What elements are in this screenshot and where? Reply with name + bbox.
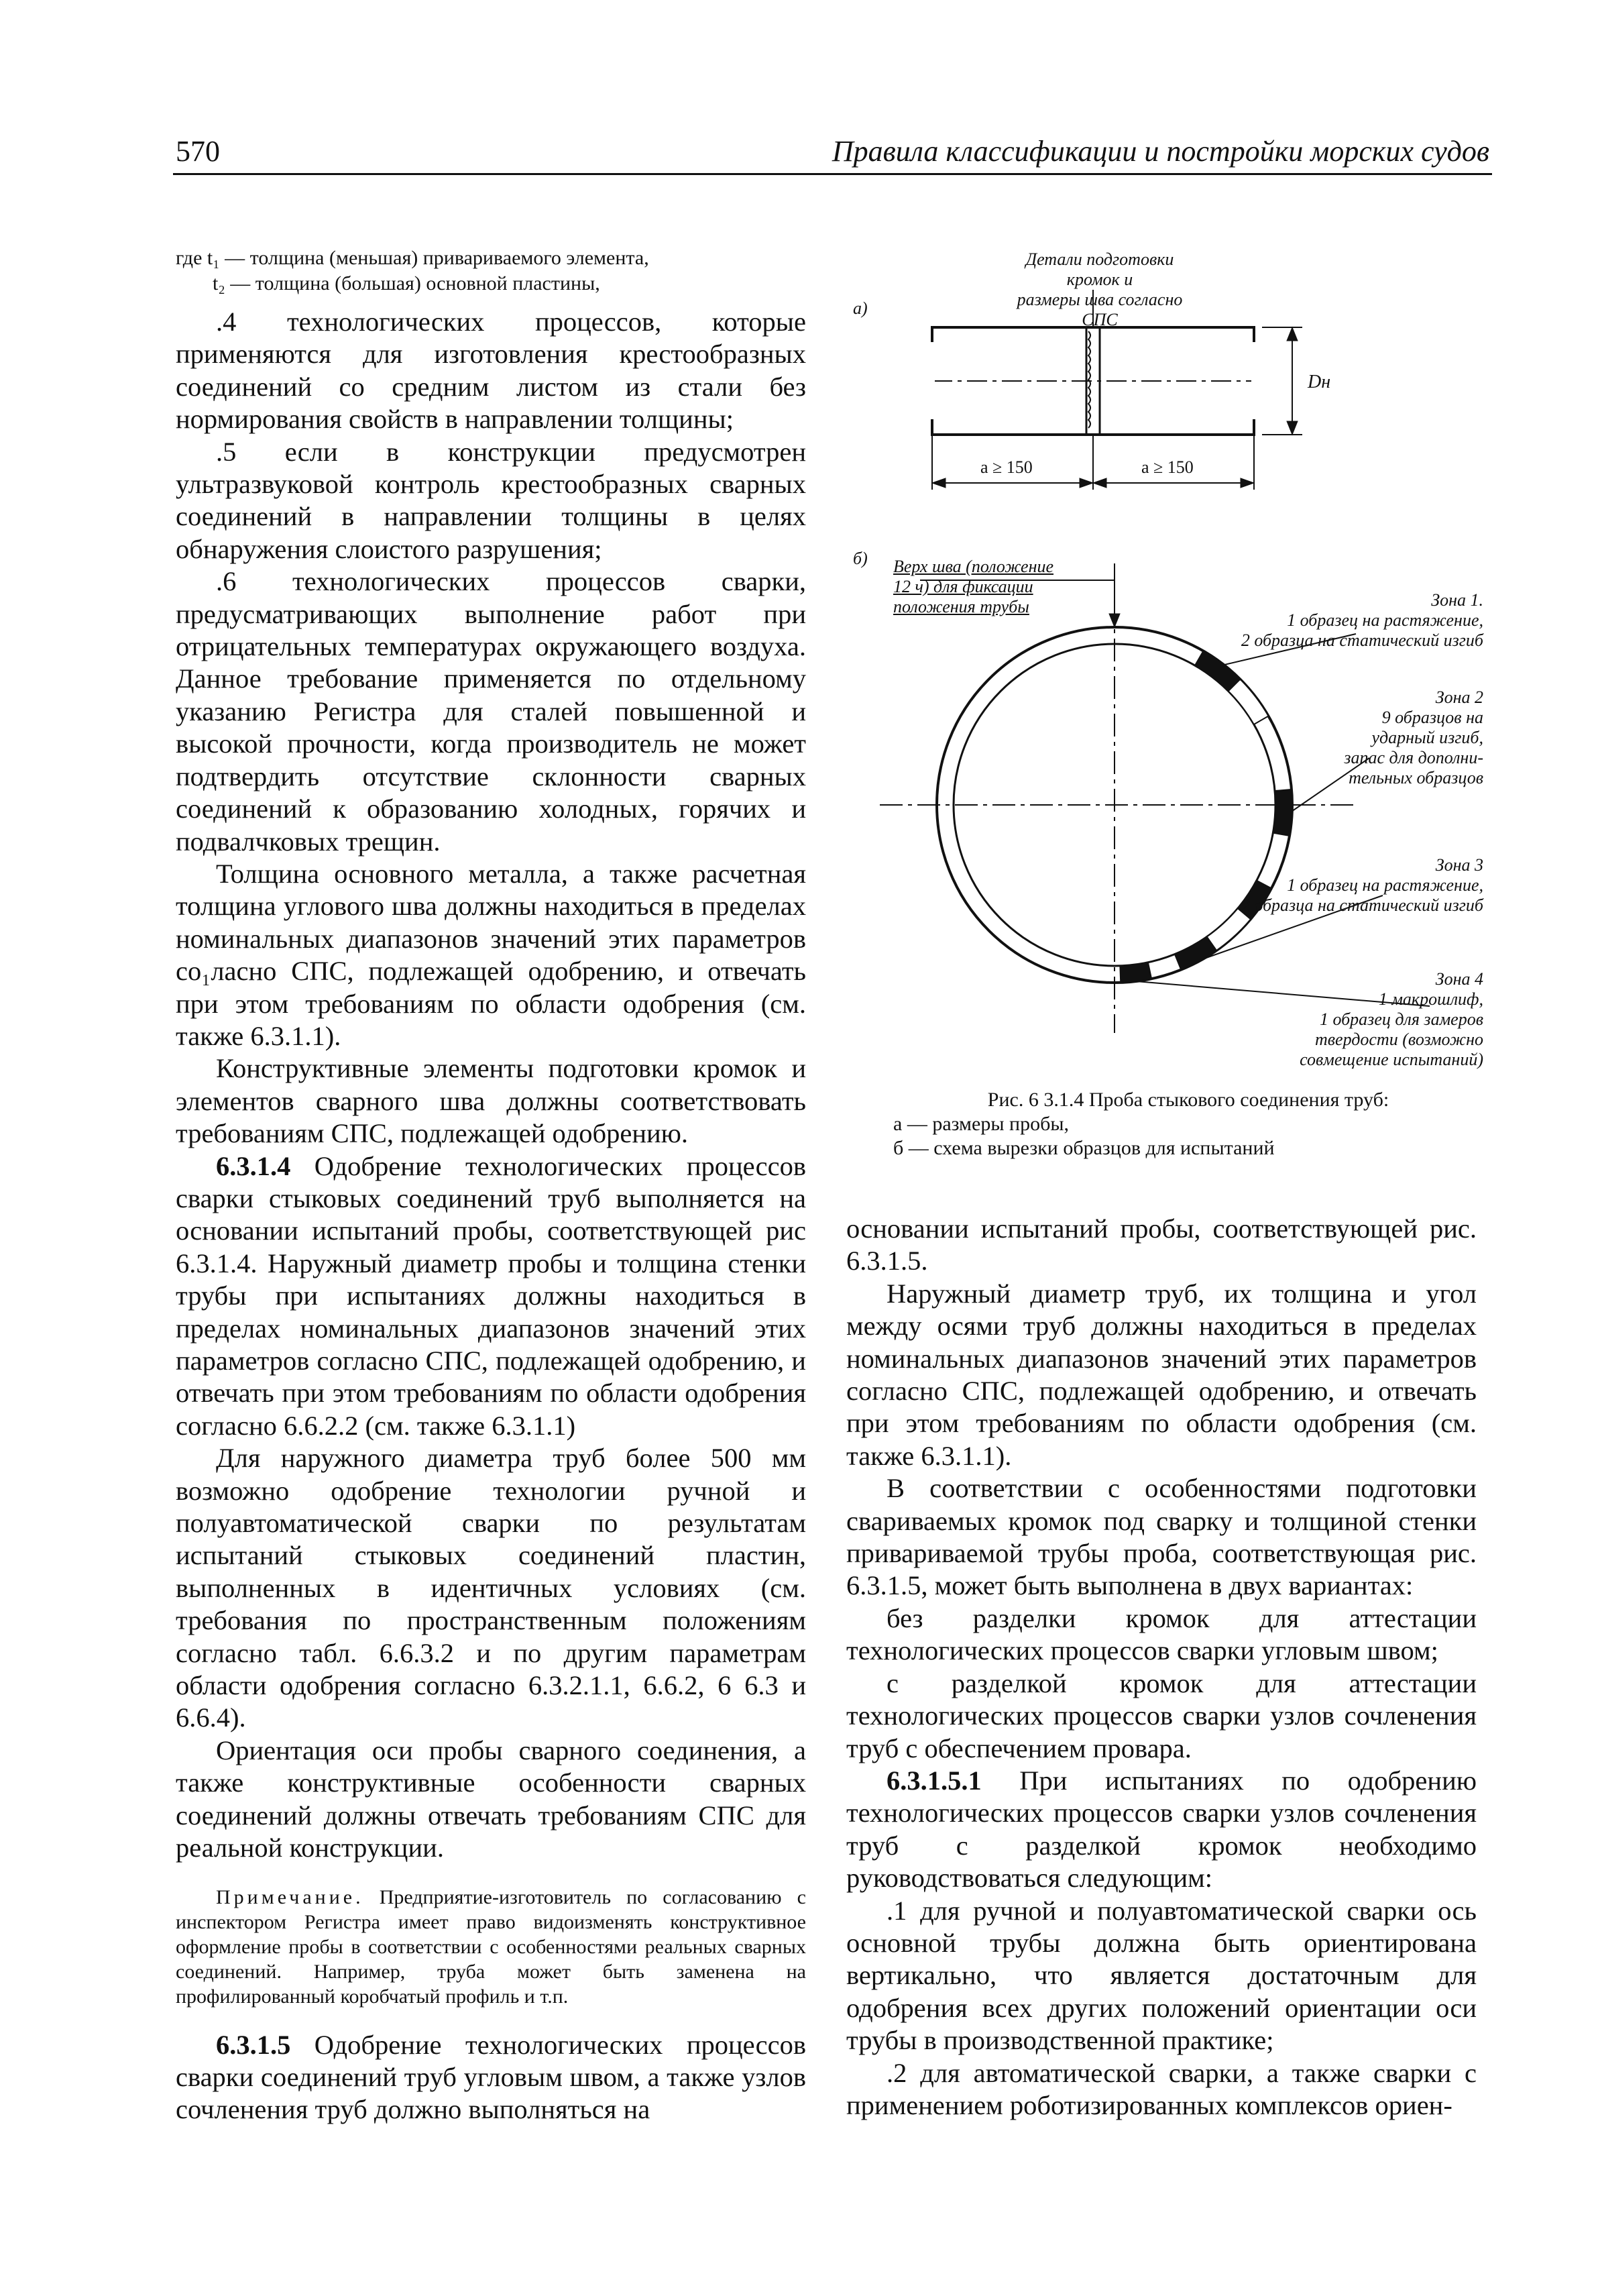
caption-title: Рис. 6 3.1.4 Проба стыкового соединения труб: bbox=[987, 1089, 1389, 1111]
paragraph-edge-preparation: Конструктивные элементы подготовки кромок и элементов сварного шва должны соответствовать требованиям СПС, подлежащей одобрению. bbox=[176, 1053, 806, 1149]
paragraph-variant-2: с разделкой кромок для аттестации технологических процессов сварки узлов сочленения труб с обеспечением провара. bbox=[846, 1668, 1477, 1763]
paragraph-orientation: Ориентация оси пробы сварного соединения, а также конструктивные особенности сварных соединений должны отвечать требованиям СПС для реальной конструкции. bbox=[176, 1735, 806, 1863]
formula-legend bbox=[176, 245, 806, 296]
zone-4-label: Зона 4 1 макрошлиф, 1 образец для замеров твердости (возможно совмещение испытаний) bbox=[1300, 969, 1483, 1069]
paragraph-6-3-1-5 bbox=[176, 2029, 806, 2126]
zone1-gap-block bbox=[1229, 679, 1269, 724]
paragraph-thickness: Толщина основного металла, а также расчетная толщина углового шва должны находиться в пределах номинальных диапазонов значений этих параметров со₁ласно СПС, подлежащей одобрению, и отвечать при этом требованиям по области одобрения (см. также 6.3.1.1). bbox=[176, 858, 806, 1051]
running-title: Правила классификации и постройки морских судов bbox=[832, 135, 1489, 168]
zone2-specimen-block bbox=[1273, 789, 1292, 836]
label-b: б) bbox=[853, 549, 868, 568]
left-column bbox=[176, 245, 806, 2126]
paragraph-6-3-1-4 bbox=[176, 1150, 806, 1443]
label-a: а) bbox=[853, 298, 868, 318]
right-column bbox=[846, 1213, 1477, 2122]
section-text: Одобрение технологических процессов сварки соединений труб угловым швом, а также узлов сочленения труб должно выполняться на bbox=[176, 2029, 806, 2125]
paragraph-variant-1: без разделки кромок для аттестации технологических процессов сварки угловым швом; bbox=[846, 1602, 1477, 1666]
paragraph-continuation: основании испытаний пробы, соответствующей рис. 6.3.1.5. bbox=[846, 1213, 1477, 1276]
paragraph-item-4: .4 технологических процессов, которые применяются для изготовления крестообразных соединений со средним листом из стали без нормирования свойств в направлении толщины; bbox=[176, 307, 806, 435]
legend-line-t1: где t₁ — толщина (меньшая) привариваемого элемента, bbox=[176, 247, 649, 269]
zone3-specimen-block-b bbox=[1175, 937, 1216, 970]
zone-1-label: Зона 1. 1 образец на растяжение, 2 образца на статический изгиб bbox=[1241, 590, 1483, 650]
paragraph-item-6: .6 технологических процессов сварки, предусматривающих выполнение работ при отрицательных температурах окружающего воздуха. Данное требование применяется по отдельному указанию Регистра для сталей повышенной и высокой прочности, когда производитель не может подтвердить отсутствие склонности сварных соединений к образованию холодных, горячих и подвалчковых трещин. bbox=[176, 566, 806, 857]
paragraph-item-1: .1 для ручной и полуавтоматической сварки ось основной трубы должна быть ориентирована вертикально, что является достаточным для одобрения всех других положений ориентации оси трубы в производственной практике; bbox=[846, 1895, 1477, 2056]
paragraph-item-5: .5 если в конструкции предусмотрен ультразвуковой контроль крестообразных сварных соединений в направлении толщины в целях обнаружения слоистого разрушения; bbox=[176, 436, 806, 564]
weld-top-note: Верх шва (положение 12 ч) для фиксации положения трубы bbox=[893, 557, 1054, 616]
note bbox=[176, 1885, 806, 2009]
section-number: 6.3.1.5 bbox=[216, 2029, 291, 2060]
section-text: При испытаниях по одобрению технологических процессов сварки узлов сочленения труб с разделкой кромок необходимо руководствоваться следующим: bbox=[846, 1765, 1477, 1894]
header-rule bbox=[173, 173, 1492, 175]
caption-item-a: а — размеры пробы, bbox=[893, 1113, 1069, 1135]
paragraph-pipe-diameter: Наружный диаметр труб, их толщина и угол между осями труб должны находиться в пределах номинальных диапазонов значений этих параметров согласно СПС, подлежащей одобрению, и отвечать при этом требованиям по области одобрения (см. также 6.3.1.1). bbox=[846, 1278, 1477, 1471]
dim-outer-diameter: Dн bbox=[1308, 372, 1331, 392]
paragraph-variants: В соответствии с особенностями подготовки свариваемых кромок под сварку и толщиной стенки привариваемой трубы проба, соответствующая рис. 6.3.1.5, может быть выполнена в двух вариантах: bbox=[846, 1473, 1477, 1601]
zone-3-label: Зона 3 1 образец на растяжение, 2 образца на статический изгиб bbox=[1241, 855, 1483, 915]
paragraph-item-2: .2 для автоматической сварки, а также сварки с применением роботизированных комплексов ориен- bbox=[846, 2057, 1477, 2120]
section-number: 6.3.1.5.1 bbox=[887, 1765, 982, 1796]
note-label: Примечание. bbox=[216, 1885, 364, 1908]
figure-6-3-1-4 bbox=[846, 241, 1490, 1194]
section-text: Одобрение технологических процессов сварки стыковых соединений труб выполняется на основании испытаний пробы, соответствующей рис 6.3.1.4. Наружный диаметр пробы и толщина стенки трубы при испытаниях должны находиться в пределах номинальных диапазонов значений этих параметров согласно СПС, подлежащей одобрению, и отвечать при этом требованиям по области одобрения согласно 6.6.2.2 (см. также 6.3.1.1) bbox=[176, 1150, 806, 1441]
dim-left-length: a ≥ 150 bbox=[980, 457, 1033, 477]
edge-detail-note: Детали подготовки кромок и размеры шва согласно СПС bbox=[1017, 250, 1183, 329]
legend-line-t2: t₂ — толщина (большая) основной пластины, bbox=[213, 272, 600, 294]
note-text: Предприятие-изготовитель по согласованию с инспектором Регистра имеет право видоизменять конструктивное оформление пробы в соответствии с особенностями реальных сварных соединений. Например, труба может быть заменена на профилированный коробчатый профиль и т.п. bbox=[176, 1885, 806, 2008]
paragraph-6-3-1-5-1 bbox=[846, 1765, 1477, 1895]
figure-caption bbox=[893, 1088, 1483, 1160]
dim-right-length: a ≥ 150 bbox=[1141, 457, 1194, 477]
caption-item-b: б — схема вырезки образцов для испытаний bbox=[893, 1137, 1275, 1159]
page-number: 570 bbox=[176, 135, 220, 168]
paragraph-diameter-500: Для наружного диаметра труб более 500 мм возможно одобрение технологии ручной и полуавтоматической сварки по результатам испытаний стыковых соединений пластин, выполненных в идентичных условиях (см. требования по пространственным положениям согласно табл. 6.6.3.2 и по другим параметрам области одобрения согласно 6.3.2.1.1, 6.6.2, 6 6.3 и 6.6.4). bbox=[176, 1443, 806, 1733]
section-number: 6.3.1.4 bbox=[216, 1150, 291, 1181]
zone4-specimen-block bbox=[1120, 963, 1151, 983]
zones-overlay bbox=[846, 241, 1490, 1087]
zone-2-label: Зона 2 9 образцов на ударный изгиб, запас для дополни- тельных образцов bbox=[1344, 688, 1483, 787]
